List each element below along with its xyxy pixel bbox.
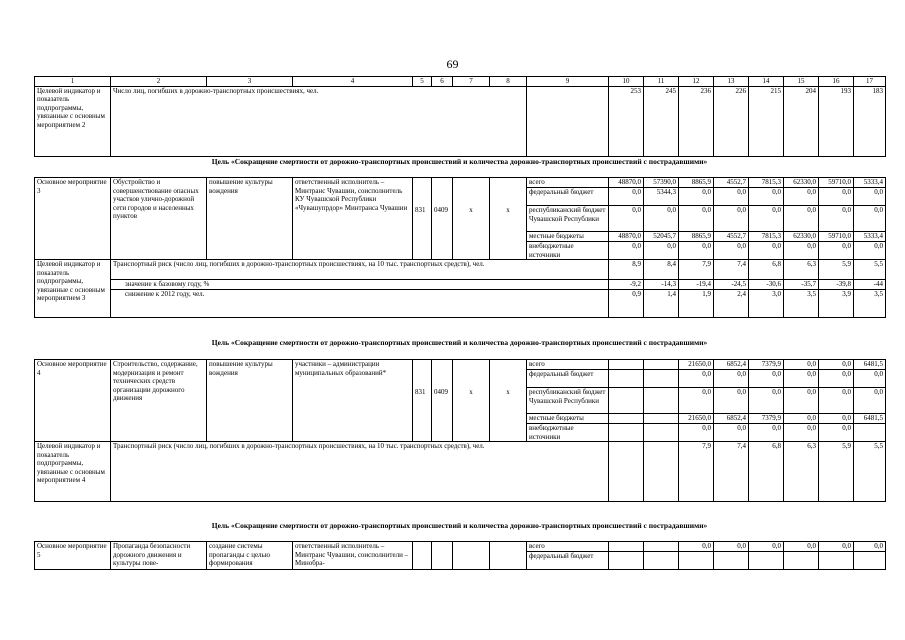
value-cell: 7815,3 bbox=[749, 232, 784, 242]
column-number-cell: 4 bbox=[293, 77, 413, 87]
indicator-text: Транспортный риск (число лиц, погибших в дорожно-транспортных происшествиях, на 10 тыс. транспортных средств), чел. bbox=[111, 260, 609, 280]
value-cell: -30,6 bbox=[749, 280, 784, 290]
empty-cell bbox=[432, 370, 453, 388]
value-cell: 0,0 bbox=[679, 388, 714, 414]
value-cell: 0,0 bbox=[819, 370, 854, 388]
value-cell: 7,4 bbox=[714, 442, 749, 502]
value-cell: 0,0 bbox=[854, 388, 886, 414]
empty-cell bbox=[490, 242, 527, 260]
value-cell: 0,0 bbox=[679, 370, 714, 388]
vr-code: x bbox=[490, 388, 527, 414]
fund-source: всего bbox=[527, 542, 609, 552]
empty-cell bbox=[432, 188, 453, 206]
value-cell bbox=[784, 552, 819, 570]
fund-source: федеральный бюджет bbox=[527, 370, 609, 388]
indicator-row-4 bbox=[35, 442, 886, 502]
value-cell: 0,0 bbox=[784, 542, 819, 552]
value-cell: 0,0 bbox=[784, 424, 819, 442]
empty-cell bbox=[413, 424, 432, 442]
rzpr-code: 0409 bbox=[432, 388, 453, 414]
value-cell: 0,0 bbox=[784, 414, 819, 424]
value-cell: 52045,7 bbox=[644, 232, 679, 242]
value-cell: 0,0 bbox=[784, 388, 819, 414]
value-cell: 7,4 bbox=[714, 260, 749, 280]
value-cell: 5,9 bbox=[819, 442, 854, 502]
value-cell: 5,9 bbox=[819, 260, 854, 280]
value-cell: -14,3 bbox=[644, 280, 679, 290]
fund-source: всего bbox=[527, 178, 609, 188]
empty-cell bbox=[432, 232, 453, 242]
csr-code: x bbox=[453, 388, 490, 414]
column-number-cell: 2 bbox=[111, 77, 207, 87]
indicator-text: Транспортный риск (число лиц, погибших в дорожно-транспортных происшествиях, на 10 тыс. транспортных средств), чел. bbox=[111, 442, 609, 502]
indicator-label: Целевой индикатор и показатель подпрограммы, увязанные с основным мероприятием 2 bbox=[35, 86, 111, 156]
fund-source: местные бюджеты bbox=[527, 232, 609, 242]
indicator-row-3c bbox=[35, 290, 886, 318]
value-cell: 204 bbox=[784, 86, 819, 156]
column-number-cell: 7 bbox=[453, 77, 490, 87]
value-cell: 5333,4 bbox=[854, 232, 886, 242]
value-cell: 0,0 bbox=[679, 424, 714, 442]
empty-cell bbox=[490, 552, 527, 570]
value-cell: 0,0 bbox=[819, 188, 854, 206]
value-cell: 6852,4 bbox=[714, 414, 749, 424]
value-cell: 3,5 bbox=[854, 290, 886, 318]
value-cell: 0,0 bbox=[749, 242, 784, 260]
indicator-label: Целевой индикатор и показатель подпрограммы, увязанные с основным мероприятием 4 bbox=[35, 442, 111, 502]
value-cell: 0,0 bbox=[749, 370, 784, 388]
value-cell: 0,0 bbox=[819, 414, 854, 424]
value-cell bbox=[644, 442, 679, 502]
grbs-code: 831 bbox=[413, 206, 432, 232]
fund-source: республиканский бюджет Чувашской Республики bbox=[527, 388, 609, 414]
column-number-cell: 13 bbox=[714, 77, 749, 87]
indicator-text: Число лиц, погибших в дорожно-транспортных происшествиях, чел. bbox=[111, 86, 527, 156]
value-cell bbox=[609, 414, 644, 424]
value-cell: 0,0 bbox=[749, 188, 784, 206]
goal-heading-1: Цель «Сокращение смертности от дорожно-транспортных происшествий и количества дорожно-транспортных происшествий с пострадавшими» bbox=[211, 157, 708, 166]
value-cell: -19,4 bbox=[679, 280, 714, 290]
column-number-cell: 15 bbox=[784, 77, 819, 87]
empty-cell bbox=[432, 424, 453, 442]
column-number-cell: 10 bbox=[609, 77, 644, 87]
empty-cell bbox=[453, 414, 490, 424]
value-cell: 7,9 bbox=[679, 260, 714, 280]
goal-heading-3: Цель «Сокращение смертности от дорожно-транспортных происшествий и количества дорожно-транспортных происшествий с пострадавшими» bbox=[211, 521, 708, 530]
value-cell: 8,9 bbox=[609, 260, 644, 280]
empty-cell bbox=[490, 414, 527, 424]
value-cell: 0,0 bbox=[609, 188, 644, 206]
empty-cell bbox=[432, 360, 453, 370]
column-number-row bbox=[35, 77, 886, 87]
empty-cell bbox=[413, 178, 432, 188]
value-cell bbox=[609, 370, 644, 388]
value-cell: 7815,3 bbox=[749, 178, 784, 188]
empty-cell bbox=[413, 232, 432, 242]
value-cell: 0,0 bbox=[784, 360, 819, 370]
event-5-table bbox=[34, 541, 886, 570]
empty-cell bbox=[527, 86, 609, 156]
fund-row-total bbox=[35, 178, 886, 188]
column-number-cell: 17 bbox=[854, 77, 886, 87]
empty-cell bbox=[453, 424, 490, 442]
value-cell: -39,8 bbox=[819, 280, 854, 290]
event-name: Обустройство и совершенствование опасных участков улично-дорожной сети городов и населенных пунктов bbox=[111, 178, 207, 260]
empty-cell bbox=[413, 360, 432, 370]
value-cell bbox=[609, 442, 644, 502]
value-cell: 7,9 bbox=[679, 442, 714, 502]
value-cell: 7379,9 bbox=[749, 414, 784, 424]
value-cell: 57390,0 bbox=[644, 178, 679, 188]
fund-source: внебюджетные источники bbox=[527, 424, 609, 442]
fund-source: федеральный бюджет bbox=[527, 552, 609, 570]
value-cell bbox=[819, 552, 854, 570]
value-cell: 7379,9 bbox=[749, 360, 784, 370]
empty-cell bbox=[432, 552, 453, 570]
empty-cell bbox=[432, 178, 453, 188]
empty-cell bbox=[413, 242, 432, 260]
empty-cell bbox=[413, 542, 432, 552]
value-cell: 4552,7 bbox=[714, 232, 749, 242]
value-cell: 8,4 bbox=[644, 260, 679, 280]
fund-row-total bbox=[35, 360, 886, 370]
event-label: Основное мероприятие 5 bbox=[35, 542, 111, 570]
value-cell bbox=[609, 388, 644, 414]
header-table bbox=[34, 76, 886, 157]
fund-source: федеральный бюджет bbox=[527, 188, 609, 206]
value-cell bbox=[644, 414, 679, 424]
column-number-cell: 5 bbox=[413, 77, 432, 87]
event-executor: участники – администрации муниципальных образований* bbox=[293, 360, 413, 442]
empty-cell bbox=[490, 232, 527, 242]
grbs-code: 831 bbox=[413, 388, 432, 414]
empty-cell bbox=[453, 232, 490, 242]
value-cell bbox=[644, 360, 679, 370]
indicator-text: снижение к 2012 году, чел. bbox=[111, 290, 609, 318]
value-cell: 0,0 bbox=[784, 370, 819, 388]
column-number-cell: 14 bbox=[749, 77, 784, 87]
value-cell: 5,5 bbox=[854, 442, 886, 502]
value-cell: 4552,7 bbox=[714, 178, 749, 188]
empty-cell bbox=[413, 552, 432, 570]
event-name: Пропаганда безопасности дорожного движения и культуры пове- bbox=[111, 542, 207, 570]
empty-cell bbox=[453, 242, 490, 260]
value-cell: 183 bbox=[854, 86, 886, 156]
column-number-cell: 12 bbox=[679, 77, 714, 87]
value-cell: 3,5 bbox=[784, 290, 819, 318]
value-cell: 0,0 bbox=[784, 206, 819, 232]
value-cell: 193 bbox=[819, 86, 854, 156]
value-cell: 0,0 bbox=[854, 542, 886, 552]
column-number-cell: 16 bbox=[819, 77, 854, 87]
value-cell: 5333,4 bbox=[854, 178, 886, 188]
empty-cell bbox=[490, 542, 527, 552]
value-cell: 0,0 bbox=[714, 542, 749, 552]
value-cell: 0,0 bbox=[714, 188, 749, 206]
value-cell bbox=[679, 552, 714, 570]
value-cell: 0,0 bbox=[819, 388, 854, 414]
value-cell: 0,9 bbox=[609, 290, 644, 318]
value-cell: 0,0 bbox=[854, 188, 886, 206]
value-cell: 2,4 bbox=[714, 290, 749, 318]
value-cell: 6,8 bbox=[749, 260, 784, 280]
value-cell: 6,3 bbox=[784, 442, 819, 502]
empty-cell bbox=[413, 414, 432, 424]
empty-cell bbox=[453, 188, 490, 206]
value-cell: 48870,0 bbox=[609, 232, 644, 242]
value-cell: -9,2 bbox=[609, 280, 644, 290]
page-number: 69 bbox=[446, 57, 459, 71]
value-cell: 3,9 bbox=[819, 290, 854, 318]
value-cell: 245 bbox=[644, 86, 679, 156]
value-cell: 0,0 bbox=[784, 242, 819, 260]
value-cell bbox=[644, 424, 679, 442]
column-number-cell: 8 bbox=[490, 77, 527, 87]
empty-cell bbox=[490, 360, 527, 370]
value-cell: 0,0 bbox=[679, 206, 714, 232]
value-cell: 0,0 bbox=[609, 242, 644, 260]
value-cell bbox=[749, 552, 784, 570]
value-cell bbox=[609, 542, 644, 552]
value-cell: 0,0 bbox=[714, 206, 749, 232]
column-number-cell: 11 bbox=[644, 77, 679, 87]
value-cell: 48870,0 bbox=[609, 178, 644, 188]
value-cell: 0,0 bbox=[609, 206, 644, 232]
value-cell bbox=[609, 360, 644, 370]
indicator-row-3a bbox=[35, 260, 886, 280]
value-cell bbox=[644, 388, 679, 414]
value-cell: 59710,0 bbox=[819, 232, 854, 242]
fund-source: местные бюджеты bbox=[527, 414, 609, 424]
value-cell: 0,0 bbox=[679, 188, 714, 206]
empty-cell bbox=[432, 242, 453, 260]
value-cell: 3,0 bbox=[749, 290, 784, 318]
value-cell: 6481,5 bbox=[854, 414, 886, 424]
value-cell: 0,0 bbox=[749, 542, 784, 552]
value-cell bbox=[854, 552, 886, 570]
value-cell: 6,8 bbox=[749, 442, 784, 502]
value-cell: 5,5 bbox=[854, 260, 886, 280]
value-cell: 59710,0 bbox=[819, 178, 854, 188]
event-executor: ответственный исполнитель – Минтранс Чувашии, соисполнитель КУ Чувашской Республики «Чувашупрдор» Минтранса Чувашии bbox=[293, 178, 413, 260]
event-goal: повышение культуры вождения bbox=[207, 178, 293, 260]
value-cell: 0,0 bbox=[714, 424, 749, 442]
value-cell: 62330,0 bbox=[784, 178, 819, 188]
value-cell: 0,0 bbox=[819, 424, 854, 442]
value-cell: 6852,4 bbox=[714, 360, 749, 370]
goal-heading-2: Цель «Сокращение смертности от дорожно-транспортных происшествий и количества дорожно-транспортных происшествий с пострадавшими» bbox=[211, 338, 708, 347]
value-cell: 0,0 bbox=[749, 206, 784, 232]
empty-cell bbox=[453, 552, 490, 570]
value-cell: 215 bbox=[749, 86, 784, 156]
empty-cell bbox=[413, 188, 432, 206]
value-cell: 226 bbox=[714, 86, 749, 156]
column-number-cell: 1 bbox=[35, 77, 111, 87]
value-cell: 0,0 bbox=[854, 206, 886, 232]
indicator-label: Целевой индикатор и показатель подпрограммы, увязанные с основным мероприятием 3 bbox=[35, 260, 111, 318]
empty-cell bbox=[432, 414, 453, 424]
value-cell: -35,7 bbox=[784, 280, 819, 290]
fund-source: всего bbox=[527, 360, 609, 370]
value-cell: 8865,9 bbox=[679, 232, 714, 242]
column-number-cell: 9 bbox=[527, 77, 609, 87]
indicator-row-1 bbox=[35, 86, 886, 156]
value-cell: 0,0 bbox=[714, 242, 749, 260]
value-cell bbox=[644, 370, 679, 388]
event-4-table bbox=[34, 359, 886, 502]
value-cell: -24,5 bbox=[714, 280, 749, 290]
value-cell: 0,0 bbox=[679, 242, 714, 260]
empty-cell bbox=[490, 178, 527, 188]
value-cell: 253 bbox=[609, 86, 644, 156]
value-cell: 0,0 bbox=[644, 206, 679, 232]
event-executor: ответственный исполнитель – Минтранс Чувашии, соисполнители – Минобра- bbox=[293, 542, 413, 570]
value-cell: 0,0 bbox=[749, 424, 784, 442]
empty-cell bbox=[490, 188, 527, 206]
event-label: Основное мероприятие 3 bbox=[35, 178, 111, 260]
value-cell: 0,0 bbox=[819, 542, 854, 552]
value-cell bbox=[644, 552, 679, 570]
value-cell: 236 bbox=[679, 86, 714, 156]
value-cell bbox=[609, 424, 644, 442]
empty-cell bbox=[413, 370, 432, 388]
empty-cell bbox=[453, 360, 490, 370]
value-cell: 0,0 bbox=[819, 360, 854, 370]
indicator-row-3b bbox=[35, 280, 886, 290]
csr-code: x bbox=[453, 206, 490, 232]
event-3-table bbox=[34, 177, 886, 318]
value-cell: 1,4 bbox=[644, 290, 679, 318]
value-cell: 6481,5 bbox=[854, 360, 886, 370]
value-cell: 5344,3 bbox=[644, 188, 679, 206]
value-cell: 0,0 bbox=[679, 542, 714, 552]
value-cell bbox=[609, 552, 644, 570]
value-cell: 0,0 bbox=[784, 188, 819, 206]
value-cell: 0,0 bbox=[819, 206, 854, 232]
vr-code: x bbox=[490, 206, 527, 232]
value-cell: 0,0 bbox=[854, 242, 886, 260]
value-cell: 1,9 bbox=[679, 290, 714, 318]
value-cell: 62330,0 bbox=[784, 232, 819, 242]
value-cell: 21650,0 bbox=[679, 414, 714, 424]
value-cell: 0,0 bbox=[644, 242, 679, 260]
fund-source: республиканский бюджет Чувашской Республики bbox=[527, 206, 609, 232]
column-number-cell: 3 bbox=[207, 77, 293, 87]
value-cell: 21650,0 bbox=[679, 360, 714, 370]
rzpr-code: 0409 bbox=[432, 206, 453, 232]
empty-cell bbox=[453, 178, 490, 188]
indicator-text: значение к базовому году, % bbox=[111, 280, 609, 290]
value-cell: 0,0 bbox=[819, 242, 854, 260]
event-goal: создание системы пропаганды с целью формирования bbox=[207, 542, 293, 570]
value-cell: 0,0 bbox=[714, 388, 749, 414]
column-number-cell: 6 bbox=[432, 77, 453, 87]
value-cell bbox=[854, 424, 886, 442]
empty-cell bbox=[490, 370, 527, 388]
value-cell: 8865,9 bbox=[679, 178, 714, 188]
event-label: Основное мероприятие 4 bbox=[35, 360, 111, 442]
event-goal: повышение культуры вождения bbox=[207, 360, 293, 442]
value-cell bbox=[714, 552, 749, 570]
value-cell: -44 bbox=[854, 280, 886, 290]
fund-source: внебюджетные источники bbox=[527, 242, 609, 260]
event-name: Строительство, содержание, модернизация и ремонт технических средств организации дорожного движения bbox=[111, 360, 207, 442]
empty-cell bbox=[490, 424, 527, 442]
value-cell: 0,0 bbox=[714, 370, 749, 388]
value-cell: 0,0 bbox=[749, 388, 784, 414]
empty-cell bbox=[453, 370, 490, 388]
empty-cell bbox=[432, 542, 453, 552]
value-cell: 0,0 bbox=[854, 370, 886, 388]
fund-row-total bbox=[35, 542, 886, 552]
value-cell bbox=[644, 542, 679, 552]
value-cell: 6,3 bbox=[784, 260, 819, 280]
empty-cell bbox=[453, 542, 490, 552]
